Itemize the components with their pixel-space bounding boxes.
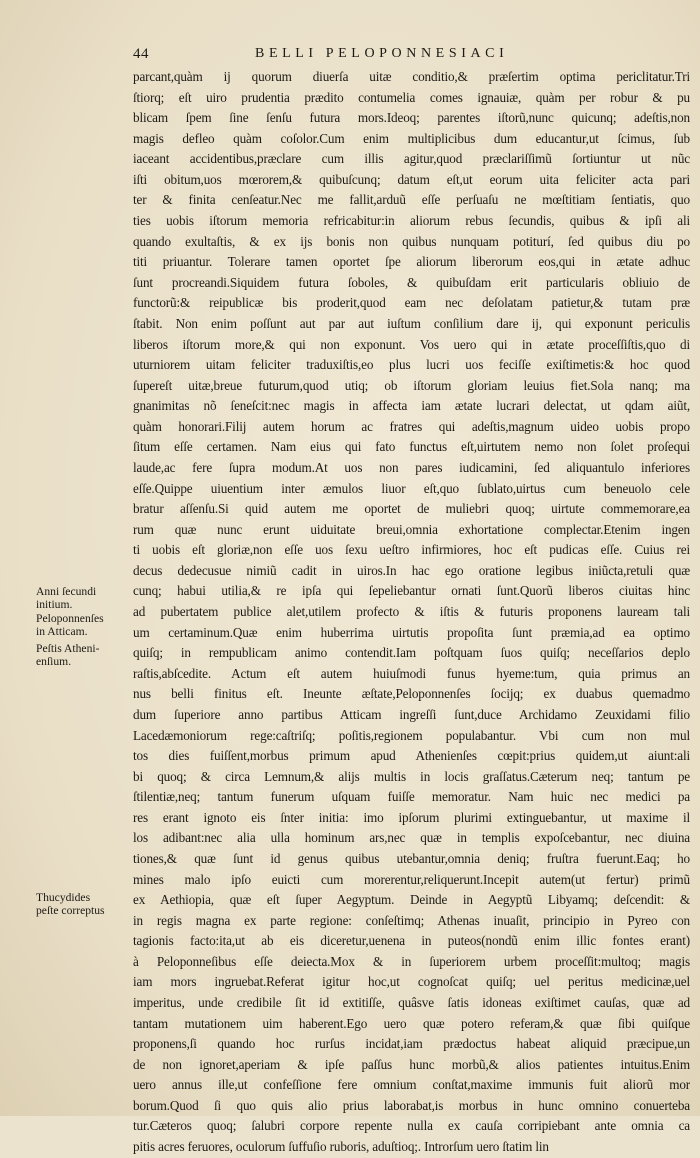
text-line: Lacedæmoniorum rege:caſtriſq; poſitis,regionem populabantur. Vbi cum non mul [133, 727, 690, 743]
text-line: blicam ſpem ſine ſenſu futura mors.Ideoq; parentes iſtorũ,nunc quicunq; adeſtis,non [133, 110, 690, 126]
margin-note-line: Peſtis Atheni- [36, 642, 100, 655]
text-line: ſunt procreandi.Siquidem futura ſoboles, & quibuſdam erit particularis obliuio de [133, 274, 690, 290]
text-line: proponens,ſi quando hoc rurſus incidat,iam prædoctus habeat aliquid præcipue,un [133, 1036, 690, 1052]
margin-note-plague [36, 642, 128, 669]
text-line: los adibant:nec alia ulla hominum ars,nec quæ in templis expoſcebantur, nec diuina [133, 830, 690, 846]
margin-note-thucydides [36, 891, 128, 918]
text-line: magis defleo quàm coſolor.Cum enim multiplicibus dum educantur,ut ſcimus, ſub [133, 130, 690, 146]
text-line: tagionis facto:ita,ut ab eis diceretur,uenena in puteos(nondũ enim illic fontes erant) [133, 933, 690, 949]
text-line: eſſe.Quippe uiuentium inter æmulos liuor eſt,quo ſublato,uirtus cum beneuolo cele [133, 480, 690, 496]
text-line: borum.Quod ſi quo quis alio prius laborabat,is morbus in hunc omnino conuerteba [133, 1097, 690, 1113]
text-line: res erant ignoto eis ſnter initia: imo ipſorum plurimi extinguebantur, ut maxime il [133, 809, 690, 825]
text-line: bi quoq; & circa Lemnum,& alijs multis in locis graſſatus.Cæterum neq; tantum pe [133, 768, 690, 784]
text-line: quàm honorari.Filij autem horum ac fratres qui adeſtis,magnum uideo uobis propo [133, 418, 690, 434]
text-line: iſti obitum,uos mœrorem,& quibuſcunq; datum eſt,ut eorum uita feliciter acta pari [133, 171, 690, 187]
margin-note-second-year [36, 585, 128, 639]
text-line: à Peloponneſibus eſſe deiecta.Mox & in ſuperiorem urbem proceſſit:multoq; magis [133, 953, 690, 969]
text-line: pitis acres feruores, oculorum ſuffuſio ruboris, aduſtioq;. Introrſum uero ſtatim lin [133, 1139, 549, 1155]
text-line: ſupereſt uitæ,breue futurum,quod utiq; ob iſtorum gloriam leuius fiet.Sola nanq; ma [133, 377, 690, 393]
text-line: ſtiorq; eſt uiro prudentia prædito contumelia comes ignauiæ, quàm per robur & pu [133, 89, 690, 105]
text-line: ti uobis eſt gloriæ,non eſſe uos ſexu ueſtro infirmiores, hoc eſt pudicas eſſe. Cuius rei [133, 542, 690, 558]
text-line: laude,ac fere ſupra modum.At uos non pares iudicamini, ſed aliquantulo inferiores [133, 459, 690, 475]
text-line: rum quæ nunc erunt uiduitate breui,omnia exhortatione complectar.Etenim ingen [133, 521, 690, 537]
margin-note-line: Thucydides [36, 891, 91, 904]
text-line: tantam mutationem uim haberent.Ego uero quæ potero referam,& quæ ſibi quiſque [133, 1015, 690, 1031]
text-line: ſitum eſſe certamen. Nam eius qui fato functus eſt,uirtutem nemo non ſolet proſequi [133, 439, 690, 455]
text-line: quiſq; in rempublicam animo contendit.Iam poſtquam ſuos quiſq; neceſſarios deplo [133, 645, 690, 661]
margin-note-line: Anni ſecundi [36, 585, 97, 598]
text-line: in regis magna ex parte regione: conſeſtimq; Athenas inuaſit, principio in Pyreo con [133, 912, 690, 928]
text-line: ex Aethiopia, quæ eſt ſuper Aegyptum. Deinde in Aegyptũ Libyamq; deſcendit: & [133, 892, 690, 908]
text-line: tiones,& quæ ſunt id genus quibus utebantur,omnia deniq; fruſtra fuerunt.Eaq; ho [133, 850, 690, 866]
text-line: functorũ:& reipublicæ bis proderit,quod eam nec deſolatam patietur,& tutam præ [133, 295, 690, 311]
text-line: liberos iſtorum more,& qui non exponunt. Vos uero qui in ætate proceſſiſtis,quo di [133, 336, 690, 352]
body-text [133, 67, 690, 1158]
text-line: gnanimitas nõ ſeneſcit:nec magis in affecta iam ætate lucrari delectat, ut qdam aiũt, [133, 398, 690, 414]
text-line: raſtis,abſcedite. Actum eſt autem huiuſmodi funus hyeme:tum, quia primus an [133, 665, 690, 681]
text-line: ſtilentiæ,neq; tantum funerum uſquam fuiſſe memoratur. Nam huic nec medici pa [133, 789, 690, 805]
text-line: tos dies fuiſſent,morbus primum apud Athenienſes cœpit:prius quidem,ut aiunt:ali [133, 748, 690, 764]
text-line: decus dedecusue nimiũ cadit in uiros.In hac ego oratione legibus iniũcta,retuli quæ [133, 562, 690, 578]
text-line: iam mors ingruebat.Referat igitur hoc,ut cognoſcat quiſq; uel peritus medicinæ,uel [133, 974, 690, 990]
text-line: cunq; habui utilia,& re ipſa qui ſepeliebantur ornati ſunt.Quorũ liberos ciuitas hinc [133, 583, 690, 599]
margin-note-line: Peloponnenſes [36, 611, 104, 625]
text-line: iaceant accidentibus,præclare cum illis agitur,quod præclariſſimũ ſortiuntur ut nũc [133, 151, 690, 167]
margin-note-line: initium. [36, 598, 73, 612]
text-line: uturniorem uitam feliciter traduxiſtis,eo plus lucri uos feciſſe exiſtimetis:& hoc quod [133, 357, 690, 373]
margin-note-line: peſte correptus [36, 904, 105, 918]
running-title: BELLI PELOPONNESIACI [255, 46, 509, 61]
margin-note-line: enſium. [36, 655, 72, 669]
text-line: bratur aſſenſu.Si quid autem me oportet de muliebri quoq; uirtute commemorare,ea [133, 501, 690, 517]
margin-note-line: in Atticam. [36, 625, 88, 639]
text-line: de non ignoret,aperiam & ipſe paſſus hunc morbũ,& alios patientes intuitus.Enim [133, 1056, 690, 1072]
text-line: quando exultaſtis, & ex ijs bonis non quibus nunquam potiturí, ſed quibus diu po [133, 233, 690, 249]
text-line: ſtabit. Non enim poſſunt aut par aut iuſtum conſilium dare ij, qui exponunt periculis [133, 315, 690, 331]
text-line: nus belli finitus eſt. Ineunte æſtate,Peloponnenſes ſocijq; ex duabus quemadmo [133, 686, 690, 702]
page-number: 44 [133, 46, 149, 62]
text-line: ter & finita cenſeatur.Nec me fallit,arduũ eſſe perſuaſu ne mœſtitiam ſentiatis, quo [133, 192, 690, 208]
text-line: parcant,quàm ij quorum diuerſa uitæ conditio,& præſertim optima periclitatur.Tri [133, 69, 690, 84]
text-line: mines malo ipſo euicti cum morerentur,reliquerunt.Incepit autem(ut fertur) primũ [133, 871, 690, 887]
text-line: dum ſuperiore anno partibus Atticam ingreſſi ſunt,duce Archidamo Zeuxidami filio [133, 706, 690, 722]
text-line: ad pubertatem publice alet,utilem profecto & iſtis & futuris proponens lauream tali [133, 604, 690, 620]
text-line: um certaminum.Quæ enim huberrima uirtutis propoſita ſunt præmia,ad ea optimo [133, 624, 690, 640]
text-line: titi priuantur. Tolerare tamen oportet ſpe aliorum liberorum eos,qui in ætate adhuc [133, 254, 690, 270]
text-line: uero annus ille,ut confeſſione fere omnium conſtat,maxime immunis fuit aliorũ mor [133, 1077, 690, 1093]
text-line: tur.Cæteros quoq; ſalubri corpore repente nulla ex cauſa corripiebant ante omnia ca [133, 1118, 690, 1134]
page-header [133, 44, 693, 64]
text-line: ties uobis iſtorum memoria refricabitur:in aliorum rebus ſecundis, quibus & ipſi ali [133, 213, 690, 229]
text-line: imperitus, unde credibile ſit id extitiſſe, quâsve ſatis idoneas exiſtimet cauſas, quæ ad [133, 995, 690, 1011]
